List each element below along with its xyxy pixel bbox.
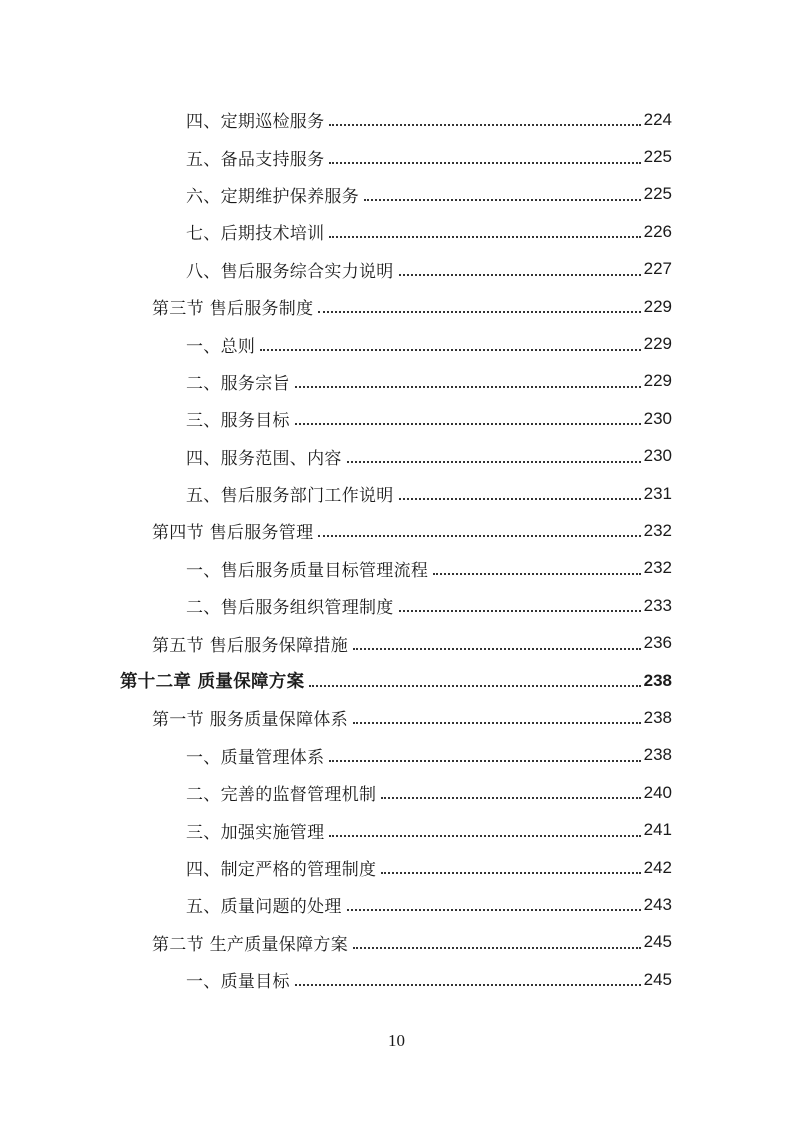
toc-entry-label: 五、备品支持服务: [186, 149, 325, 170]
toc-entry-label: 四、服务范围、内容: [186, 448, 342, 469]
dot-leader: [433, 572, 640, 575]
toc-section-entry[interactable]: [0, 512, 672, 549]
toc-entry-label: 三、服务目标: [186, 411, 290, 432]
toc-entry-label: 二、售后服务组织管理制度: [186, 598, 394, 619]
dot-leader: [309, 684, 640, 687]
toc-entry[interactable]: [0, 550, 672, 587]
toc-entry-page: 229: [643, 334, 672, 354]
toc-entry-label: 第三节 售后服务制度: [152, 299, 314, 320]
dot-leader: [329, 123, 640, 126]
toc-entry-page: 240: [643, 782, 672, 802]
toc-entry-page: 229: [643, 371, 672, 391]
dot-leader: [329, 161, 640, 164]
toc-entry[interactable]: [0, 176, 672, 213]
toc-entry[interactable]: [0, 961, 672, 998]
dot-leader: [318, 534, 640, 537]
dot-leader: [353, 946, 641, 949]
toc-entry-label: 七、后期技术培训: [186, 224, 325, 245]
toc-entry-page: 224: [643, 109, 672, 129]
toc-entry-page: 230: [643, 408, 672, 428]
toc-entry-label: 第十二章 质量保障方案: [120, 672, 305, 693]
dot-leader: [381, 871, 640, 874]
dot-leader: [295, 983, 641, 986]
toc-entry[interactable]: [0, 587, 672, 624]
toc-entry-label: 一、质量目标: [186, 972, 290, 993]
toc-entry-label: 第一节 服务质量保障体系: [152, 710, 349, 731]
toc-entry-label: 六、定期维护保养服务: [186, 186, 359, 207]
dot-leader: [329, 759, 640, 762]
dot-leader: [353, 721, 641, 724]
toc-entry-page: 238: [643, 707, 672, 727]
toc-entry-label: 第四节 售后服务管理: [152, 523, 314, 544]
toc-entry-label: 二、服务宗旨: [186, 373, 290, 394]
toc-entry-page: 245: [643, 969, 672, 989]
toc-entry-label: 二、完善的监督管理机制: [186, 785, 377, 806]
toc-entry-page: 230: [643, 446, 672, 466]
toc-entry[interactable]: [0, 475, 672, 512]
toc-entry-label: 八、售后服务综合实力说明: [186, 261, 394, 282]
toc-entry-label: 五、质量问题的处理: [186, 897, 342, 918]
toc-entry[interactable]: [0, 363, 672, 400]
toc-entry-page: 227: [643, 259, 672, 279]
toc-chapter-entry[interactable]: [0, 662, 672, 699]
dot-leader: [347, 908, 641, 911]
toc-entry-page: 242: [643, 857, 672, 877]
toc-entry-page: 232: [643, 558, 672, 578]
toc-entry-label: 三、加强实施管理: [186, 822, 325, 843]
toc-entry[interactable]: [0, 101, 672, 138]
dot-leader: [381, 796, 640, 799]
dot-leader: [329, 235, 640, 238]
dot-leader: [399, 609, 641, 612]
toc-entry[interactable]: [0, 737, 672, 774]
page-number: 10: [388, 1031, 405, 1050]
toc-entry[interactable]: [0, 400, 672, 437]
toc-entry[interactable]: [0, 774, 672, 811]
toc-entry[interactable]: [0, 213, 672, 250]
toc-entry[interactable]: [0, 438, 672, 475]
toc-entry-page: 233: [643, 595, 672, 615]
dot-leader: [295, 385, 641, 388]
toc-entry[interactable]: [0, 811, 672, 848]
toc-entry[interactable]: [0, 849, 672, 886]
table-of-contents: [0, 101, 793, 998]
toc-entry-page: 232: [643, 520, 672, 540]
toc-entry[interactable]: [0, 251, 672, 288]
toc-entry-page: 238: [643, 670, 672, 690]
toc-entry-page: 236: [643, 633, 672, 653]
dot-leader: [318, 310, 640, 313]
dot-leader: [260, 348, 640, 351]
toc-entry-label: 一、质量管理体系: [186, 747, 325, 768]
toc-entry-page: 225: [643, 147, 672, 167]
toc-entry-page: 226: [643, 221, 672, 241]
toc-entry-page: 243: [643, 894, 672, 914]
toc-entry-label: 一、售后服务质量目标管理流程: [186, 560, 429, 581]
dot-leader: [353, 647, 641, 650]
toc-entry[interactable]: [0, 325, 672, 362]
toc-entry-page: 238: [643, 745, 672, 765]
toc-section-entry[interactable]: [0, 288, 672, 325]
dot-leader: [347, 460, 641, 463]
toc-entry-page: 245: [643, 932, 672, 952]
dot-leader: [364, 198, 641, 201]
toc-section-entry[interactable]: [0, 624, 672, 661]
toc-entry-page: 231: [643, 483, 672, 503]
toc-entry-label: 四、定期巡检服务: [186, 112, 325, 133]
toc-entry-page: 241: [643, 820, 672, 840]
dot-leader: [329, 834, 640, 837]
toc-entry-label: 四、制定严格的管理制度: [186, 860, 377, 880]
toc-entry-label: 一、总则: [186, 336, 256, 357]
toc-entry[interactable]: [0, 138, 672, 175]
toc-entry-label: 五、售后服务部门工作说明: [186, 486, 394, 507]
toc-entry-page: 225: [643, 184, 672, 204]
toc-entry-page: 229: [643, 296, 672, 316]
dot-leader: [295, 422, 641, 425]
dot-leader: [399, 497, 641, 500]
toc-section-entry[interactable]: [0, 699, 672, 736]
dot-leader: [399, 273, 641, 276]
toc-section-entry[interactable]: [0, 924, 672, 961]
toc-entry[interactable]: [0, 886, 672, 923]
toc-entry-label: 第二节 生产质量保障方案: [152, 934, 349, 955]
toc-entry-label: 第五节 售后服务保障措施: [152, 635, 349, 656]
